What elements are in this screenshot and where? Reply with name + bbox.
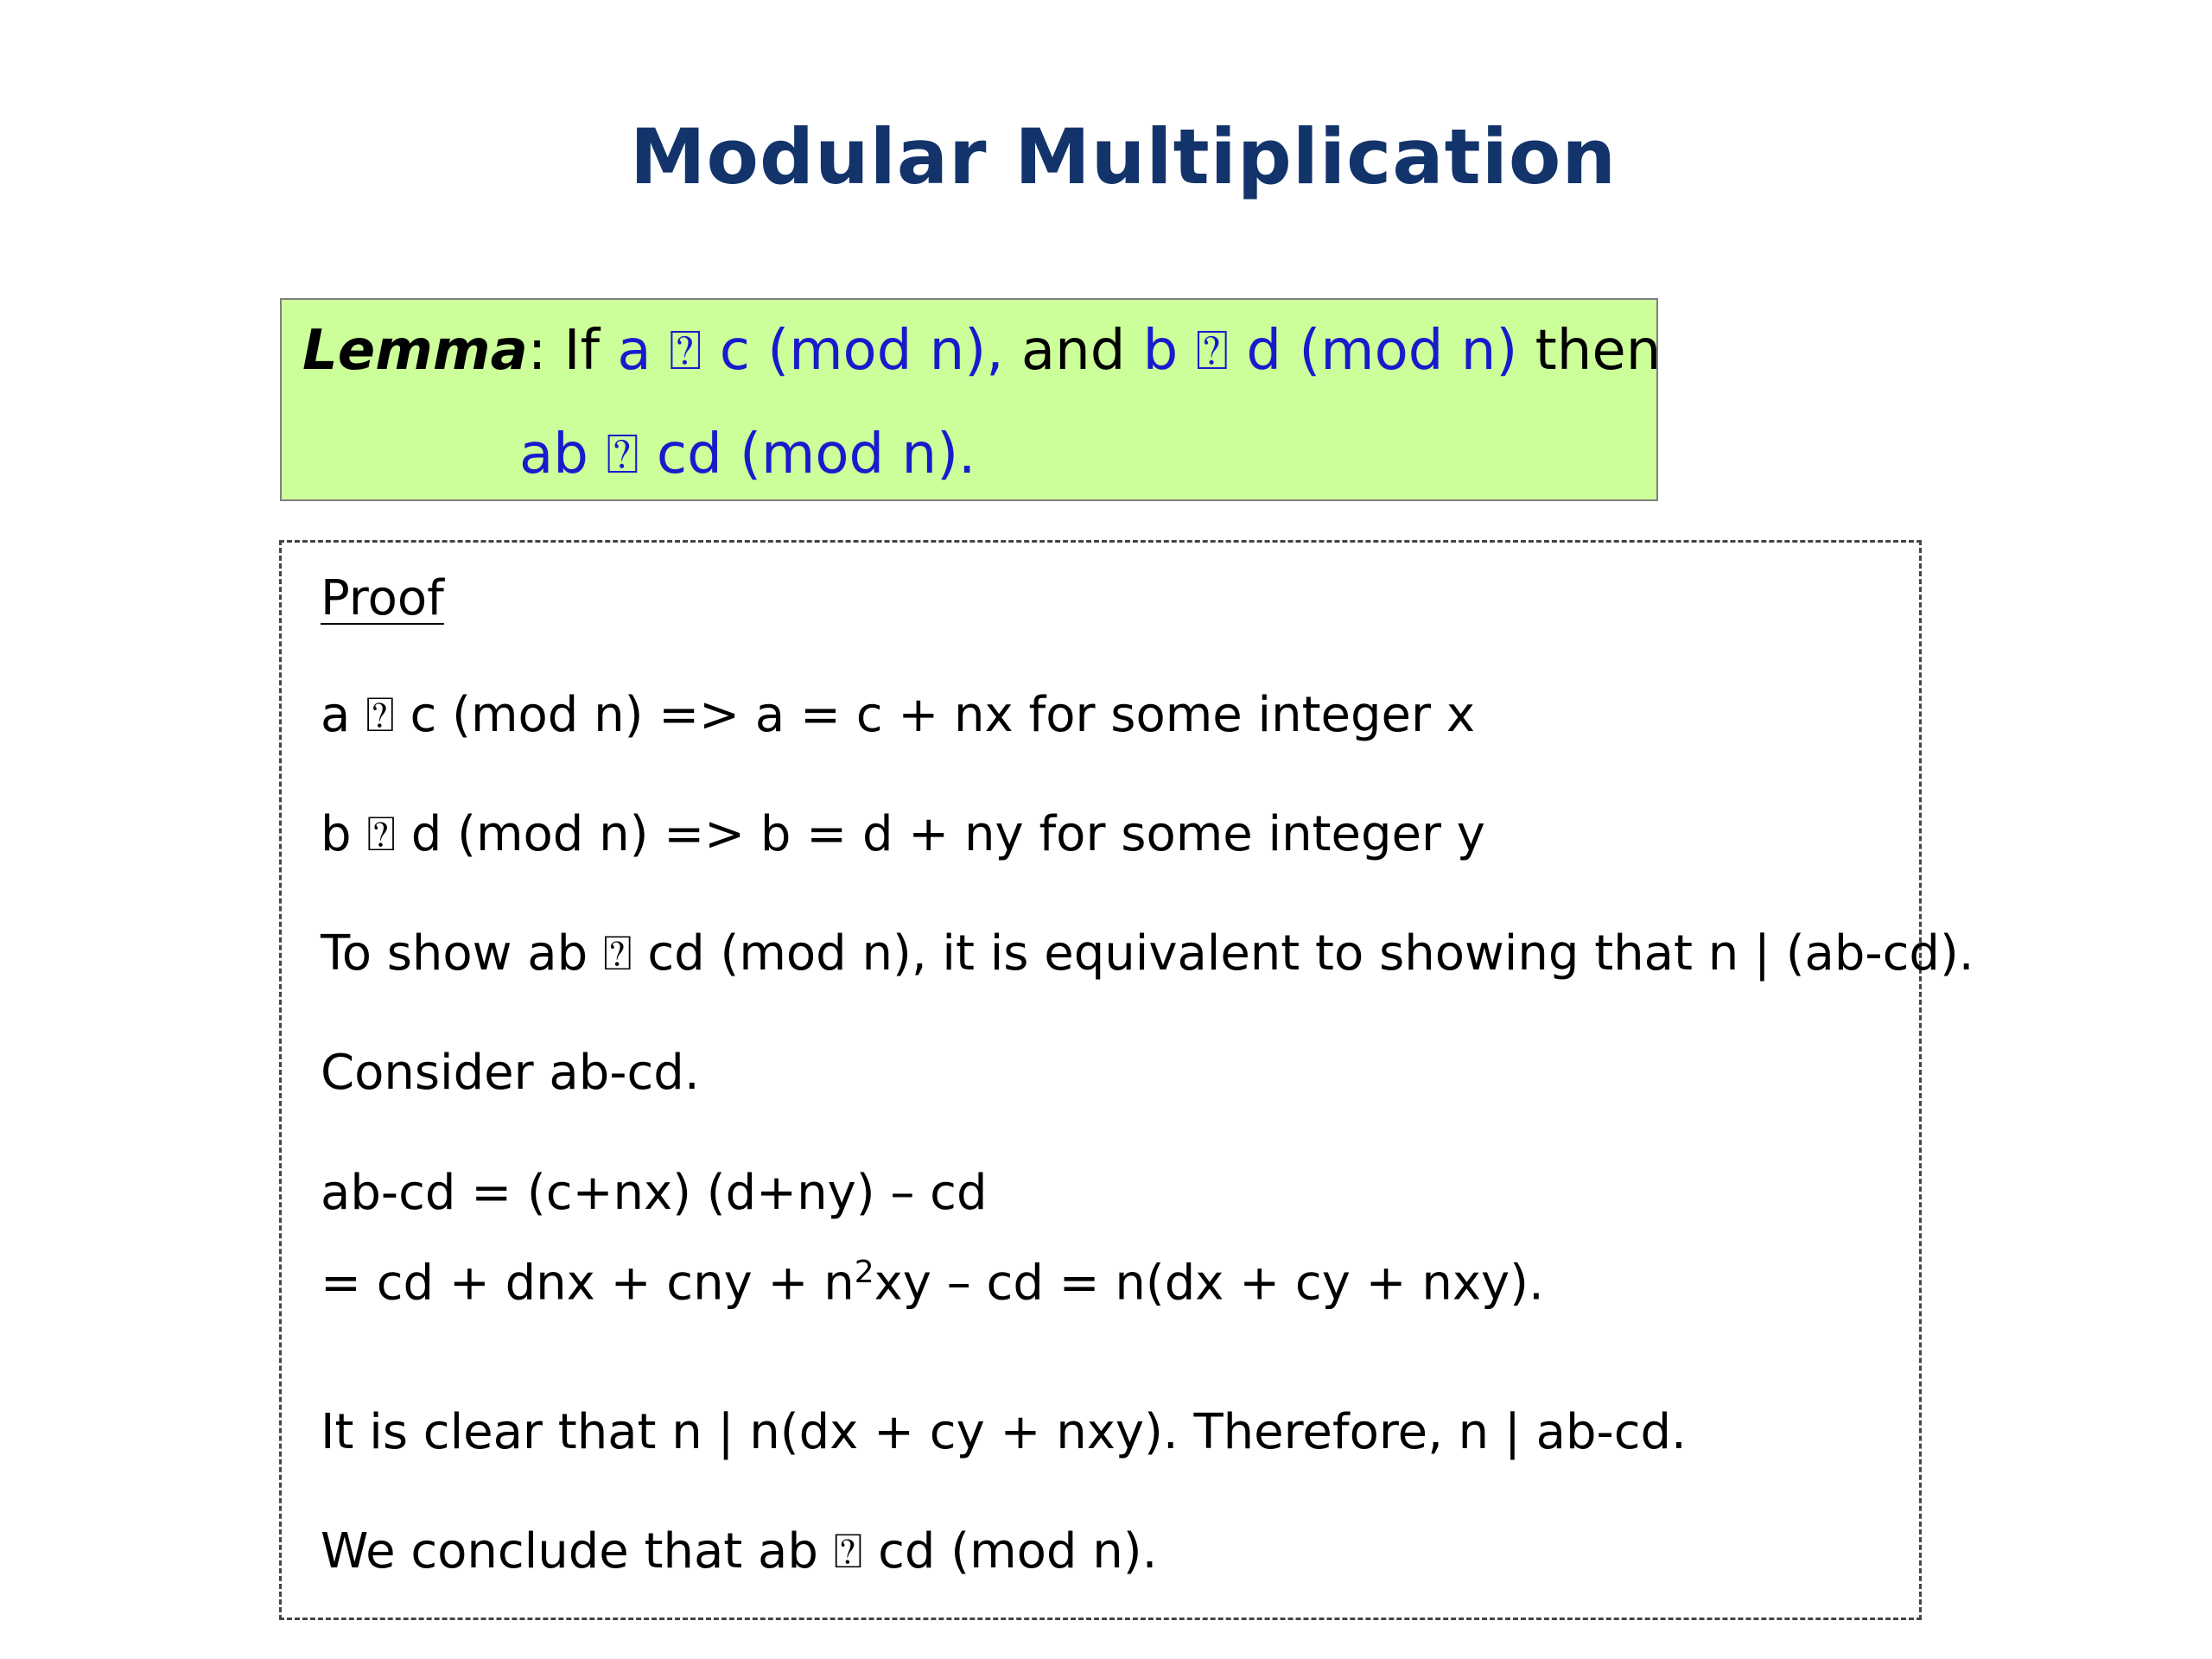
proof-line-3: To show ab ⍰ cd (mod n), it is equivalent to showing that n | (ab-cd). — [321, 925, 1974, 982]
lemma-statement — [302, 312, 1661, 390]
expansion-after-sup: xy – cd = n(dx + cy + nxy). — [874, 1255, 1544, 1312]
proof-line-5: ab-cd = (c+nx) (d+ny) – cd — [321, 1165, 988, 1221]
proof-line-6 — [321, 1243, 1544, 1314]
lemma-then: then — [1517, 319, 1662, 383]
expansion-before-sup: = cd + dnx + cny + n — [321, 1255, 855, 1312]
lemma-and: and — [1003, 319, 1143, 383]
lemma-condition-2: b ⍰ d (mod n) — [1142, 319, 1518, 383]
proof-line-7: It is clear that n | n(dx + cy + nxy). Therefore, n | ab-cd. — [321, 1404, 1687, 1460]
lemma-label: Lemma — [302, 319, 528, 383]
proof-line-8: We conclude that ab ⍰ cd (mod n). — [321, 1523, 1158, 1580]
lemma-colon: : — [527, 319, 547, 383]
lemma-if: If — [563, 319, 618, 383]
proof-line-2: b ⍰ d (mod n) => b = d + ny for some integer y — [321, 806, 1485, 862]
proof-line-4: Consider ab-cd. — [321, 1045, 700, 1101]
lemma-conclusion: ab ⍰ cd (mod n). — [519, 423, 976, 486]
proof-box — [279, 540, 1974, 1620]
proof-line-1: a ⍰ c (mod n) => a = c + nx for some integer x — [321, 687, 1475, 743]
proof-heading: Proof — [321, 570, 444, 626]
lemma-condition-1: a ⍰ c (mod n), — [617, 319, 1004, 383]
lemma-box — [280, 298, 1662, 501]
expansion-superscript: 2 — [854, 1255, 874, 1290]
slide-title: Modular Multiplication — [629, 112, 1618, 201]
